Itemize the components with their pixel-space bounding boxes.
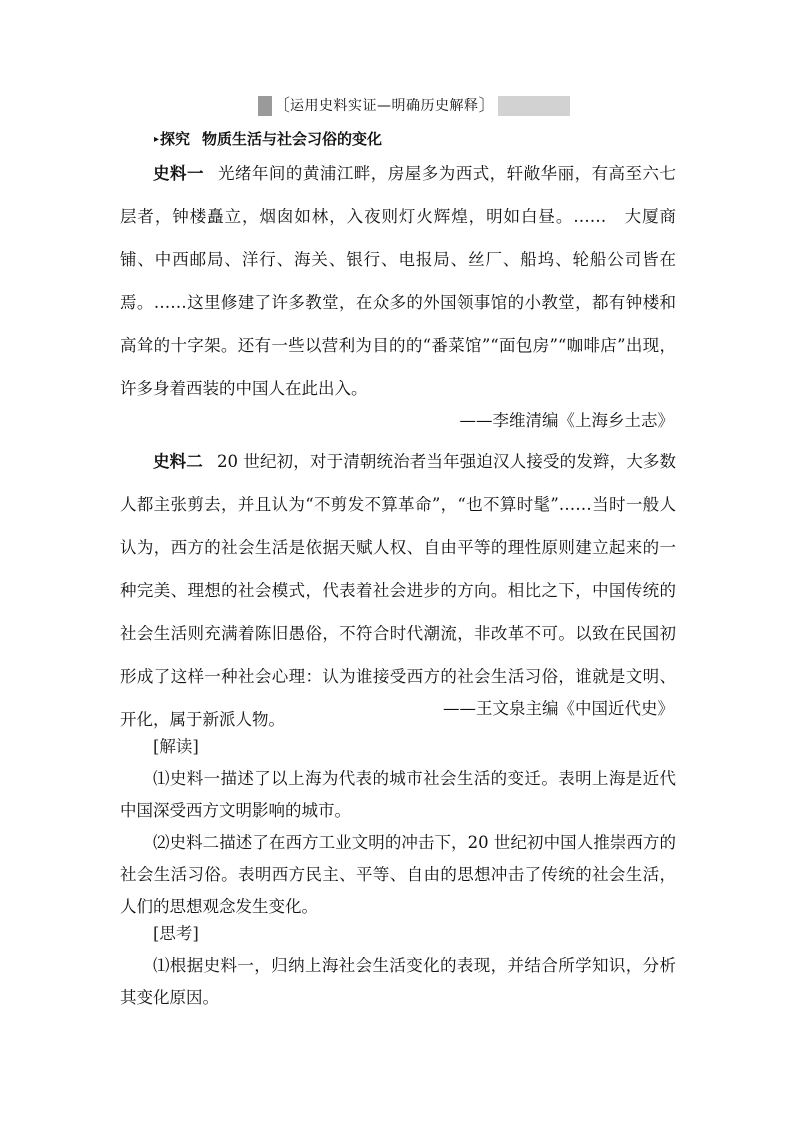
- inquiry-heading: [154, 127, 382, 152]
- source-one-label: 史料一: [153, 164, 204, 183]
- source-two: [120, 440, 676, 741]
- source-two-text: 20 世纪初，对于清朝统治者当年强迫汉人接受的发辫，大多数人都主张剪去，并且认为“不剪发不算革命”，“也不算时髦”……当时一般人认为，西方的社会生活是依据天赋人权、自由平等的理性原则建立起来的一种完美、理想的社会模式，代表着社会进步的方向。相比之下，中国传统的社会生活则充满着陈旧愚俗，不符合时代潮流，非改革不可。以致在民国初形成了这样一种社会心理：认为谁接受西方的社会生活习俗，谁就是文明、开化，属于新派人物。: [120, 452, 677, 729]
- banner-left-bracket: 〔: [273, 96, 290, 116]
- interpretation-section: [120, 735, 676, 923]
- source-one-citation: ——李维清编《上海乡土志》: [459, 411, 674, 430]
- thinking-item: ⑴根据史料一，归纳上海社会生活变化的表现，并结合所学知识，分析其变化原因。: [120, 956, 676, 1007]
- banner-right-bracket: 〕: [478, 96, 496, 116]
- banner-right-bar: [498, 96, 571, 116]
- interpretation-item: ⑵史料二描述了在西方工业文明的冲击下，20 世纪初中国人推崇西方的社会生活习俗。表明西方民主、平等、自由的思想冲击了传统的社会生活，人们的思想观念发生变化。: [120, 833, 676, 916]
- section-banner: [258, 96, 570, 116]
- thinking-heading: [思考]: [153, 924, 199, 943]
- source-one-text: 光绪年间的黄浦江畔，房屋多为西式，轩敞华丽，有高至六七层者，钟楼矗立，烟囱如林，入夜则灯火辉煌，明如白昼。…… 大厦商铺、中西邮局、洋行、海关、银行、电报局、丝厂、船坞、轮船公司皆在焉。……这里修建了许多教堂，在众多的外国领事馆的小教堂，都有钟楼和高耸的十字架。还有一些以营利为目的的“番菜馆”“面包房”“咖啡店”出现，许多身着西装的中国人在此出入。: [120, 164, 677, 398]
- banner-title: 运用史料实证—明确历史解释: [290, 98, 479, 114]
- source-one: [120, 152, 676, 410]
- source-two-citation: ——王文泉主编《中国近代史》: [443, 699, 674, 718]
- interpretation-item: ⑴史料一描述了以上海为代表的城市社会生活的变迁。表明上海是近代中国深受西方文明影响的城市。: [120, 769, 676, 820]
- interpretation-heading: [解读]: [153, 737, 199, 756]
- thinking-section: [120, 922, 676, 1014]
- source-two-label: 史料二: [153, 452, 203, 471]
- triangle-marker-icon: ▸: [154, 134, 160, 145]
- banner-left-bar: [258, 96, 272, 116]
- inquiry-label: 探究: [160, 130, 191, 148]
- inquiry-title: 物质生活与社会习俗的变化: [202, 130, 383, 148]
